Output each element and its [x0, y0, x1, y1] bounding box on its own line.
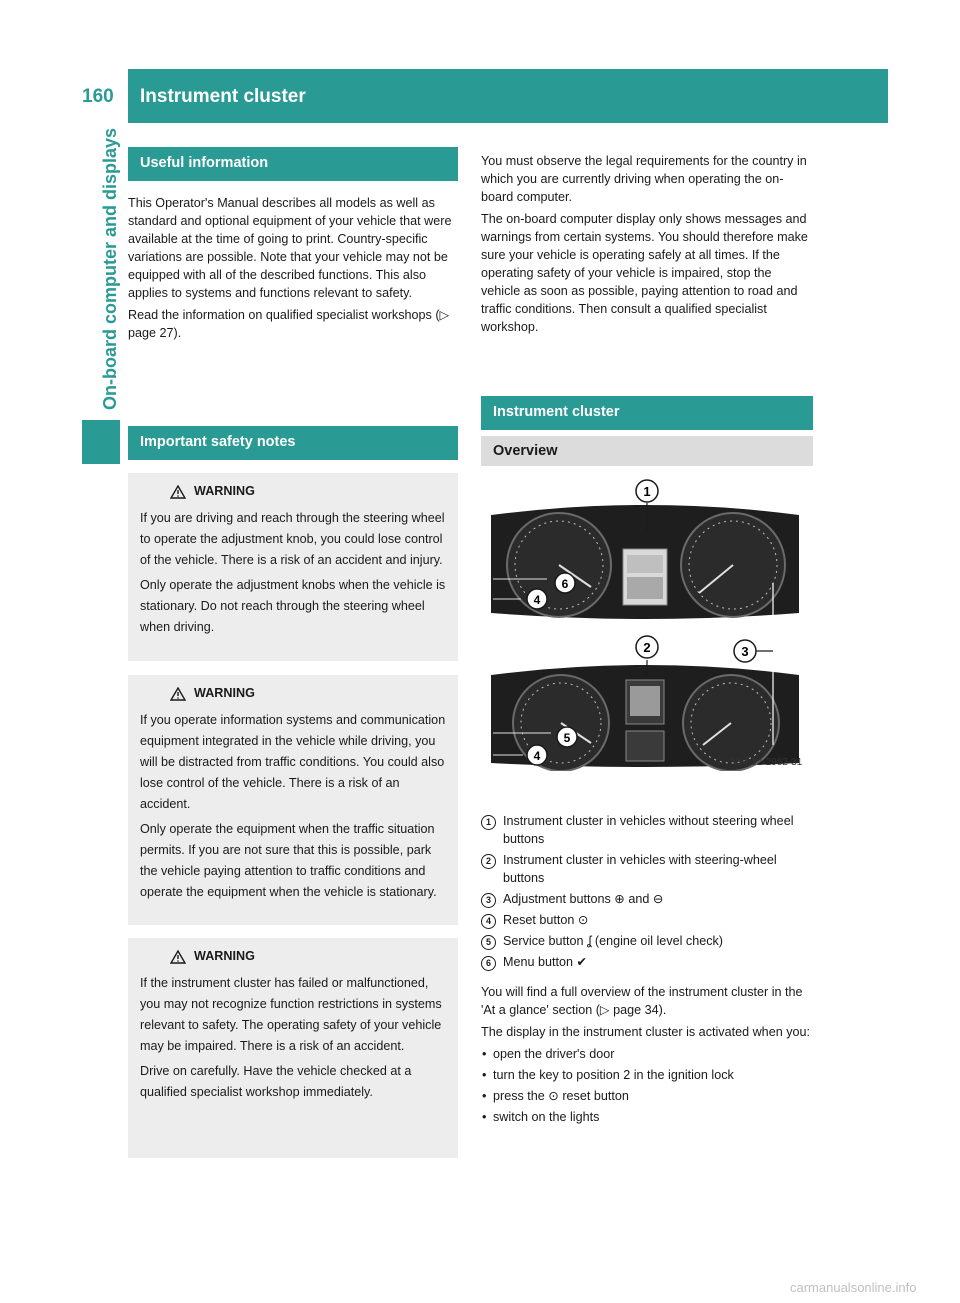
legend-item: [481, 953, 813, 971]
useful-info-paragraph: This Operator's Manual describes all models as well as standard and optional equipment of your vehicle that were available at the time of going to print. Country-specific variations are possible. Note that your vehicle may not be equipped with all of the described functions. This also applies to systems and functions relevant to safety.: [128, 196, 452, 300]
svg-text:2: 2: [643, 640, 651, 655]
warning-triangle-icon: [170, 950, 186, 964]
legend-text: Adjustment buttons ⊕ and ⊖: [503, 892, 664, 906]
warning-title: WARNING: [194, 949, 255, 963]
callout-2: [636, 636, 658, 658]
warning-triangle-icon: [170, 485, 186, 499]
activation-list: [481, 1045, 813, 1126]
legend-item: [481, 851, 813, 887]
legend-text: Instrument cluster in vehicles with steering-wheel buttons: [503, 853, 777, 885]
warning-title: WARNING: [194, 484, 255, 498]
svg-text:4: 4: [533, 749, 541, 763]
callout-4b: [527, 745, 547, 765]
svg-text:1: 1: [643, 484, 651, 499]
legend-item: [481, 932, 813, 950]
callout-6: [555, 573, 575, 593]
page-title: Instrument cluster: [140, 86, 306, 107]
svg-text:6: 6: [561, 577, 569, 591]
instrument-cluster-figure: [481, 475, 813, 771]
legend-number: 2: [481, 854, 496, 869]
warning-title: WARNING: [194, 686, 255, 700]
display-info-paragraph: The on-board computer display only shows messages and warnings from certain systems. You should therefore make sure your vehicle is operating safely at all times. If the operating safety of your vehicle is impaired, stop the vehicle as soon as possible, paying attention to road and traffic conditions. Then consult a qualified specialist workshop.: [481, 212, 808, 334]
useful-info-heading: Useful information: [128, 147, 458, 181]
activation-intro: The display in the instrument cluster is activated when you:: [481, 1025, 810, 1039]
warning-header: [170, 481, 448, 502]
legend-text: Instrument cluster in vehicles without steering wheel buttons: [503, 814, 794, 846]
legend-number: 4: [481, 914, 496, 929]
warning-text: If you are driving and reach through the steering wheel to operate the adjustment knob, you could lose control of the vehicle. There is a risk of an accident and injury.: [140, 511, 445, 567]
legend-number: 6: [481, 956, 496, 971]
cluster-heading: Instrument cluster: [481, 396, 813, 430]
svg-text:4: 4: [533, 593, 541, 607]
warning-box: [128, 473, 458, 661]
legend-number: 1: [481, 815, 496, 830]
figure-code: N54.32-2982-31: [730, 757, 803, 768]
header-divider: [122, 69, 128, 123]
overview-reference: You will find a full overview of the instrument cluster in the 'At a glance' section (▷ page 34).: [481, 985, 803, 1017]
list-item: • turn the key to position 2 in the ignition lock: [493, 1066, 813, 1084]
warning-header: [170, 946, 448, 967]
warning-box: [128, 675, 458, 925]
legend-item: [481, 911, 813, 929]
warning-instruction: Only operate the adjustment knobs when the vehicle is stationary. Do not reach through the steering wheel when driving.: [140, 578, 446, 634]
warning-instruction: Drive on carefully. Have the vehicle checked at a qualified specialist workshop immediately.: [140, 1064, 412, 1099]
overview-heading: Overview: [481, 436, 813, 466]
useful-info-text: [128, 194, 458, 346]
callout-4: [527, 589, 547, 609]
warning-text: If the instrument cluster has failed or malfunctioned, you may not recognize function restrictions in systems relevant to safety. The operating safety of your vehicle may be impaired. There is a risk of an accident.: [140, 976, 442, 1053]
legend-item: [481, 890, 813, 908]
side-tab-label: On-board computer and displays: [100, 127, 120, 410]
svg-text:3: 3: [741, 644, 749, 659]
legend-text: Menu button ✔: [503, 955, 588, 969]
list-item: • switch on the lights: [493, 1108, 813, 1126]
side-tab-marker: [82, 420, 120, 464]
workshop-reference: Read the information on qualified specialist workshops (▷ page 27).: [128, 308, 450, 340]
safety-heading: Important safety notes: [128, 426, 458, 460]
list-item: • press the ⊙ reset button: [493, 1087, 813, 1105]
watermark: carmanualsonline.info: [790, 1280, 917, 1295]
activation-section: [481, 983, 813, 1129]
callout-5: [557, 727, 577, 747]
legend-text: Reset button ⊙: [503, 913, 589, 927]
callout-1: [636, 480, 658, 502]
warning-header: [170, 683, 448, 704]
legend-text: Service button ʆ (engine oil level check): [503, 934, 724, 948]
intro-text: [481, 152, 813, 340]
warning-box: [128, 938, 458, 1158]
warning-instruction: Only operate the equipment when the traffic situation permits. If you are not sure that this is possible, park the vehicle paying attention to traffic conditions and operate the equipment when the vehicle is stationary.: [140, 822, 437, 899]
page-number: 160: [82, 86, 114, 107]
warning-text: If you operate information systems and communication equipment integrated in the vehicle while driving, you will be distracted from traffic conditions. You could also lose control of the vehicle. There is a risk of an accident.: [140, 713, 446, 811]
list-item: • open the driver's door: [493, 1045, 813, 1063]
legend-number: 5: [481, 935, 496, 950]
svg-text:5: 5: [563, 731, 571, 745]
legal-requirements-paragraph: You must observe the legal requirements for the country in which you are currently driving when operating the on-board computer.: [481, 154, 807, 204]
warning-triangle-icon: [170, 687, 186, 701]
callout-3: [734, 640, 756, 662]
legend-number: 3: [481, 893, 496, 908]
figure-legend: [481, 812, 813, 974]
legend-item: [481, 812, 813, 848]
